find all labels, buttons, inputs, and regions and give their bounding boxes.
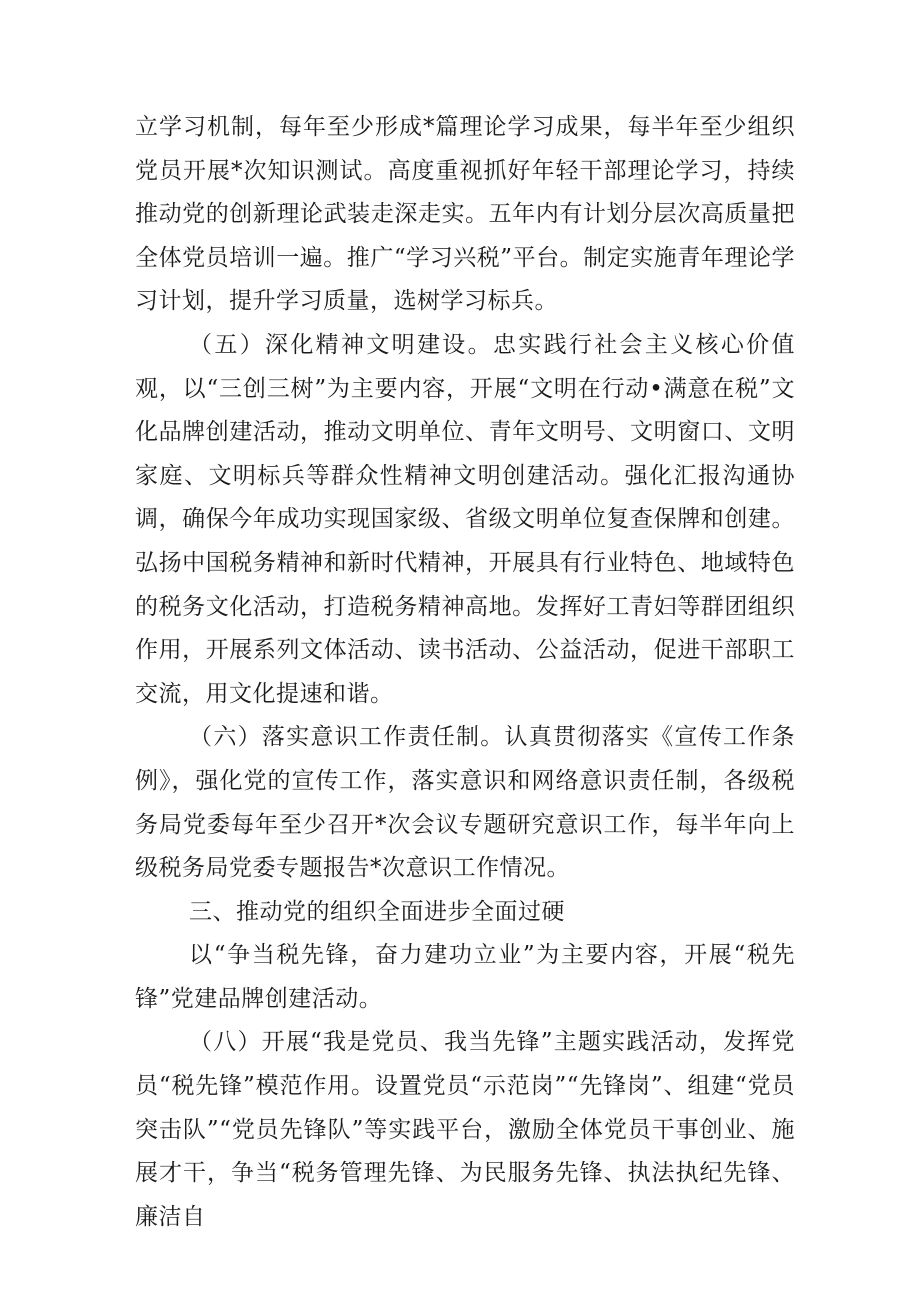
paragraph-tax-pioneer-brand: 以“争当税先锋，奋力建功立业”为主要内容，开展“税先锋”党建品牌创建活动。 bbox=[135, 942, 795, 1012]
section-heading-three: 三、推动党的组织全面进步全面过硬 bbox=[189, 898, 566, 925]
paragraph-study-mechanism: 立学习机制，每年至少形成*篇理论学习成果，每半年至少组织党员开展*次知识测试。高度重视抓好年轻干部理论学习，持续推动党的创新理论武装走深走实。五年内有计划分层次高质量把全体党员培训一遍。推广“学习兴税”平台。制定实施青年理论学习计划，提升学习质量，选树学习标兵。 bbox=[135, 114, 795, 315]
paragraph-responsibility-system: （六）落实意识工作责任制。认真贯彻落实《宣传工作条例》，强化党的宣传工作，落实意识和网络意识责任制，各级税务局党委每年至少召开*次会议专题研究意识工作，每半年向上级税务局党委专题报告*次意识工作情况。 bbox=[135, 724, 795, 882]
paragraph-party-member-activity: （八）开展“我是党员、我当先锋”主题实践活动，发挥党员“税先锋”模范作用。设置党员“示范岗”“先锋岗”、组建“党员突击队”“党员先锋队”等实践平台，激励全体党员干事创业、施展才干，争当“税务管理先锋、为民服务先锋、执法执纪先锋、廉洁自 bbox=[135, 1029, 795, 1230]
paragraph-spiritual-civilization: （五）深化精神文明建设。忠实践行社会主义核心价值观，以“三创三树”为主要内容，开展“文明在行动•满意在税”文化品牌创建活动，推动文明单位、青年文明号、文明窗口、文明家庭、文明标兵等群众性精神文明创建活动。强化汇报沟通协调，确保今年成功实现国家级、省级文明单位复查保牌和创建。弘扬中国税务精神和新时代精神，开展具有行业特色、地域特色的税务文化活动，打造税务精神高地。发挥好工青妇等群团组织作用，开展系列文体活动、读书活动、公益活动，促进干部职工交流，用文化提速和谐。 bbox=[135, 331, 795, 707]
document-body bbox=[135, 106, 795, 1239]
